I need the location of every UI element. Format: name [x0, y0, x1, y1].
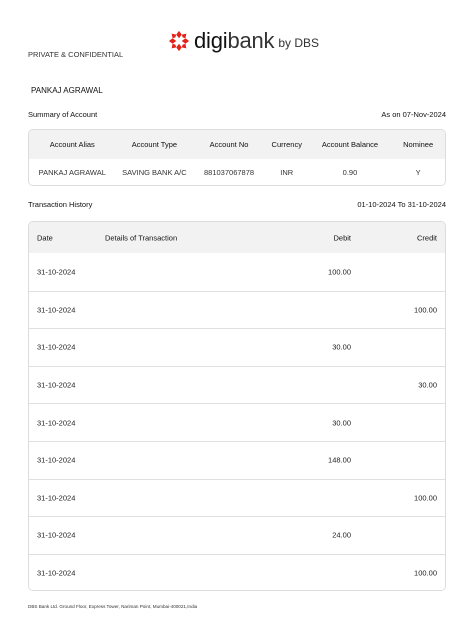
table-row: [29, 554, 445, 591]
transaction-body: [29, 253, 445, 591]
col-debit: Debit: [333, 233, 351, 242]
dbs-star-icon: [168, 30, 190, 52]
cell-debit: 24.00: [332, 530, 351, 540]
as-on-date: As on 07-Nov-2024: [381, 110, 446, 119]
cell-currency: INR: [280, 167, 294, 177]
account-holder-name: PANKAJ AGRAWAL: [31, 86, 103, 95]
col-account-balance: Account Balance: [321, 140, 379, 149]
col-account-type: Account Type: [131, 140, 178, 149]
cell-credit: 30.00: [418, 380, 437, 390]
logo-digi-text: digi: [194, 28, 228, 53]
cell-date: 31-10-2024: [37, 418, 76, 428]
logo-by-dbs-text: by DBS: [278, 36, 320, 50]
cell-date: 31-10-2024: [37, 530, 76, 540]
cell-account-alias: PANKAJ AGRAWAL: [38, 167, 106, 177]
cell-date: 31-10-2024: [37, 568, 76, 578]
logo-bank-text: bank: [227, 28, 275, 53]
table-row: [29, 441, 445, 479]
table-row: [29, 403, 445, 441]
cell-date: 31-10-2024: [37, 493, 76, 503]
account-summary-table: [28, 129, 446, 186]
col-credit: Credit: [416, 233, 437, 242]
col-currency: Currency: [271, 140, 302, 149]
cell-credit: 100.00: [414, 305, 437, 315]
table-row: [29, 366, 445, 404]
summary-data-row: [29, 159, 445, 185]
col-account-alias: Account Alias: [49, 140, 95, 149]
cell-date: 31-10-2024: [37, 267, 76, 277]
footer-address: DBS Bank Ltd. Ground Floor, Express Tower, Nariman Point, Mumbai-400021,India: [28, 604, 198, 609]
cell-account-balance: 0.90: [342, 167, 358, 177]
confidential-label: PRIVATE & CONFIDENTIAL: [28, 50, 124, 59]
table-row: [29, 253, 445, 291]
cell-date: 31-10-2024: [37, 305, 76, 315]
cell-credit: 100.00: [414, 493, 437, 503]
transaction-history-title: Transaction History: [28, 200, 93, 209]
col-details: Details of Transaction: [105, 233, 178, 242]
cell-date: 31-10-2024: [37, 455, 76, 465]
table-row: [29, 479, 445, 517]
col-date: Date: [37, 233, 53, 242]
summary-header-row: [29, 130, 445, 159]
cell-debit: 30.00: [332, 418, 351, 428]
table-row: [29, 516, 445, 554]
cell-debit: 30.00: [332, 342, 351, 352]
dbs-logo: [168, 28, 319, 54]
col-nominee: Nominee: [403, 140, 434, 149]
cell-date: 31-10-2024: [37, 380, 76, 390]
cell-account-type: SAVING BANK A/C: [122, 167, 187, 177]
transaction-table: [28, 221, 446, 591]
statement-period: 01-10-2024 To 31-10-2024: [357, 200, 446, 209]
cell-account-no: 881037067878: [204, 167, 255, 177]
col-account-no: Account No: [209, 140, 249, 149]
summary-title: Summary of Account: [28, 110, 98, 119]
table-row: [29, 328, 445, 366]
cell-credit: 100.00: [414, 568, 437, 578]
cell-date: 31-10-2024: [37, 342, 76, 352]
transaction-header-row: [29, 222, 445, 253]
table-row: [29, 291, 445, 329]
cell-debit: 148.00: [328, 455, 351, 465]
cell-nominee: Y: [415, 167, 421, 177]
cell-debit: 100.00: [328, 267, 351, 277]
